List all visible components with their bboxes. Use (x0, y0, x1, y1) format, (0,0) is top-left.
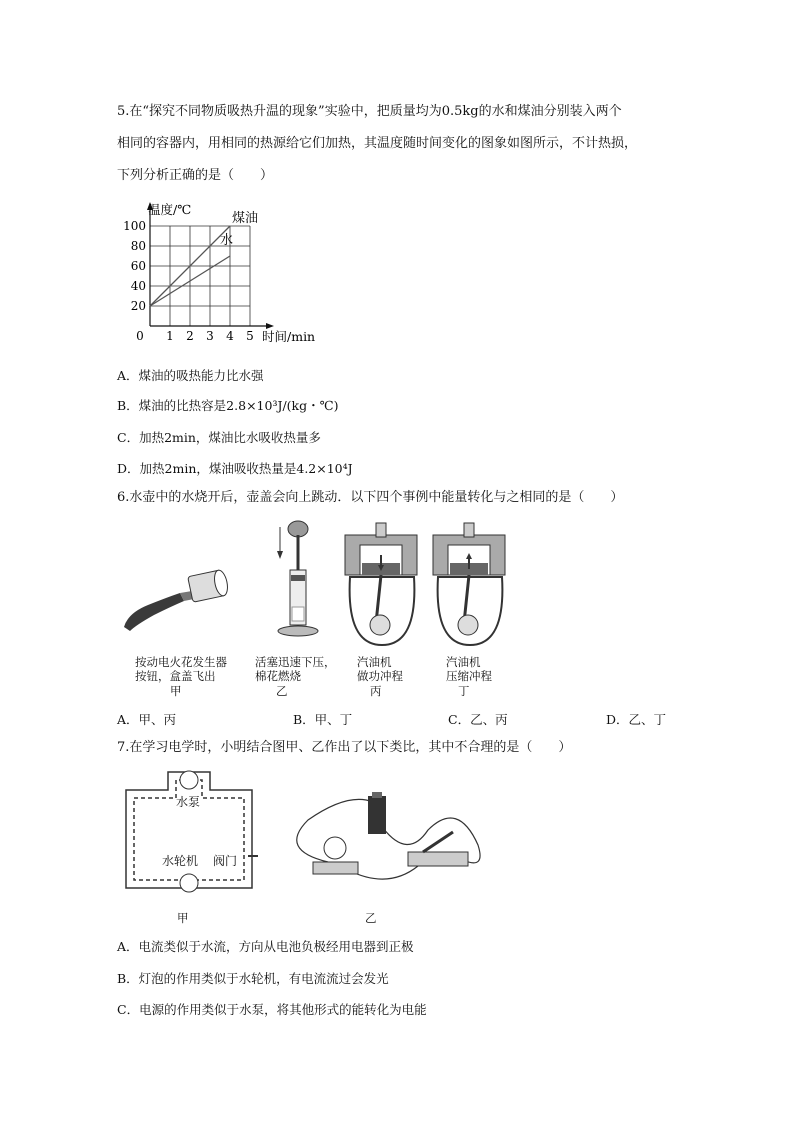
y-axis-label: 温度/℃ (148, 202, 192, 217)
q7-option-c: C．电源的作用类似于水泵，将其他形式的能转化为电能 (117, 1002, 427, 1017)
q6-option-c: C．乙、丙 (448, 712, 508, 727)
x-tick-label: 2 (186, 329, 194, 343)
q7-option-b: B．灯泡的作用类似于水轮机，有电流流过会发光 (117, 971, 389, 986)
q5-option-a: A．煤油的吸热能力比水强 (117, 368, 264, 383)
caption-jia: 按动电火花发生器 按钮，盒盖飞出 (135, 655, 227, 683)
water-circuit-figure (118, 768, 258, 900)
caption-ding: 汽油机 压缩冲程 (446, 655, 492, 683)
caption-bing-tag: 丙 (370, 684, 382, 698)
q5-line-1: 5.在“探究不同物质吸热升温的现象”实验中，把质量均为0.5kg的水和煤油分别装入两个 (117, 104, 622, 119)
y-tick-label: 60 (130, 259, 146, 273)
y-tick-label: 100 (123, 219, 146, 233)
engine-compression-stroke-figure (428, 515, 513, 650)
q6-option-a: A．甲、丙 (117, 712, 177, 727)
q5-line-2: 相同的容器内，用相同的热源给它们加热，其温度随时间变化的图象如图所示，不计热损， (117, 136, 638, 151)
caption-yi: 活塞迅速下压， 棉花燃烧 (255, 655, 336, 683)
caption-yi-tag: 乙 (276, 684, 288, 698)
caption-bing: 汽油机 做功冲程 (357, 655, 403, 683)
x-tick-label: 5 (246, 329, 254, 343)
x-tick-label: 1 (166, 329, 174, 343)
caption-jia-tag: 甲 (170, 684, 182, 698)
q7-option-a: A．电流类似于水流，方向从电池负极经用电器到正极 (117, 939, 414, 954)
y-tick-label: 80 (130, 239, 146, 253)
x-tick-label: 0 (136, 329, 144, 343)
figure-yi-label: 乙 (365, 911, 377, 925)
spark-generator-figure (118, 555, 228, 635)
valve-label: 阀门 (213, 854, 238, 868)
pump-label: 水泵 (176, 795, 201, 809)
turbine-label: 水轮机 (162, 854, 199, 868)
q5-option-d: D．加热2min，煤油吸收热量是4.2×10⁴J (117, 461, 353, 476)
y-tick-label: 20 (130, 299, 146, 313)
caption-ding-tag: 丁 (458, 684, 470, 698)
engine-power-stroke-figure (340, 515, 425, 650)
q6-option-d: D．乙、丁 (606, 712, 667, 727)
figure-jia-label: 甲 (177, 911, 189, 925)
y-tick-label: 40 (130, 279, 146, 293)
q5-line-3: 下列分析正确的是（ ） (117, 168, 274, 183)
electric-circuit-figure (288, 790, 488, 895)
kerosene-series-label: 煤油 (232, 211, 259, 226)
x-tick-label: 4 (226, 329, 234, 343)
q5-option-b: B．煤油的比热容是2.8×10³J/(kg・℃) (117, 398, 339, 413)
temperature-time-chart (110, 198, 320, 348)
water-series-label: 水 (220, 233, 234, 248)
piston-cylinder-figure (268, 515, 328, 640)
x-tick-label: 3 (206, 329, 214, 343)
q6-line: 6.水壶中的水烧开后，壶盖会向上跳动．以下四个事例中能量转化与之相同的是（ ） (117, 490, 624, 505)
x-axis-label: 时间/min (262, 329, 316, 344)
q6-option-b: B．甲、丁 (293, 712, 353, 727)
q5-option-c: C．加热2min，煤油比水吸收热量多 (117, 430, 321, 445)
q7-line: 7.在学习电学时，小明结合图甲、乙作出了以下类比，其中不合理的是（ ） (117, 740, 572, 755)
